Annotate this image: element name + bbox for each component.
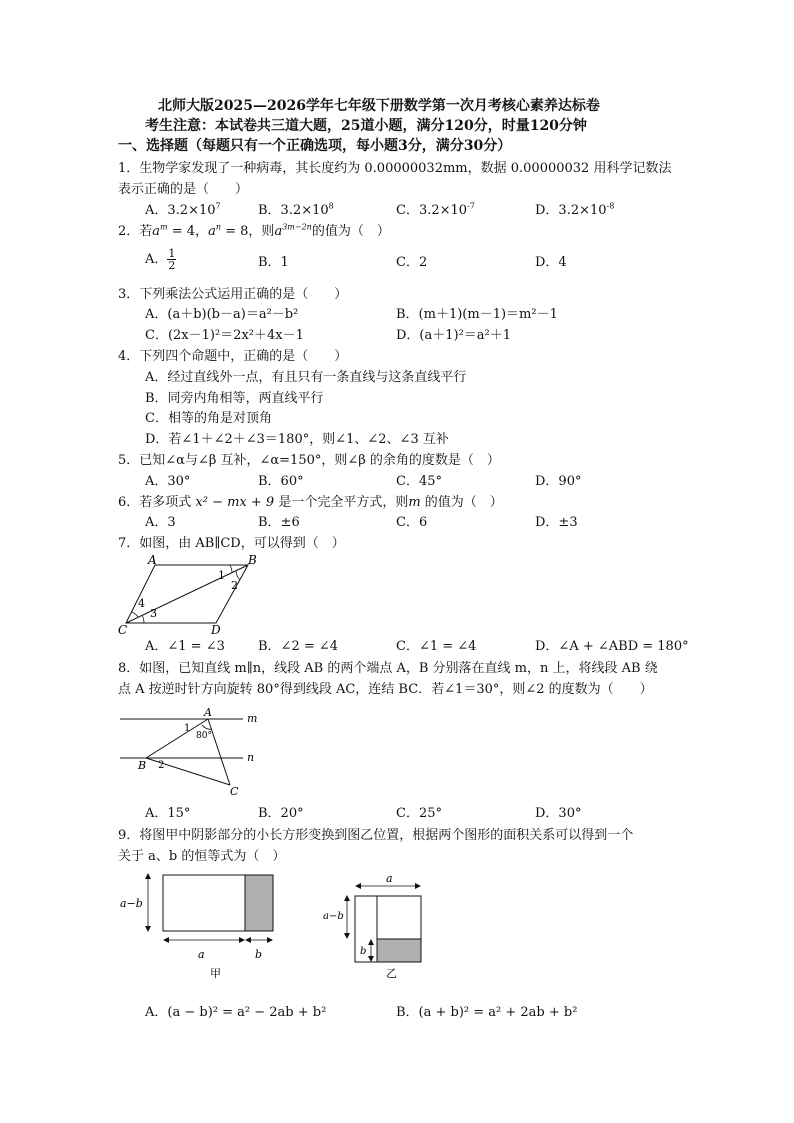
label-a: a	[386, 872, 393, 885]
question-7-option-c: C．∠1 = ∠4	[396, 639, 477, 654]
question-1-stem-line2: 表示正确的是（ ）	[118, 182, 249, 197]
question-2-option-a: A． $\frac{1}{2}$	[145, 247, 176, 272]
label-a: a	[198, 948, 205, 961]
question-4-option-d: D．若∠1＋∠2＋∠3＝180°，则∠1、∠2、∠3 互补	[145, 432, 449, 447]
label-n: n	[247, 751, 255, 764]
question-1-option-d: D．$3.2\times 10^{-8}$	[535, 201, 615, 218]
question-3-option-c: C．(2x－1)²＝2x²＋4x－1	[145, 328, 304, 343]
question-9-stem-line2: 关于 a、b 的恒等式为（ ）	[118, 849, 286, 864]
question-8-stem-line2: 点 A 按逆时针方向旋转 80°得到线段 AC，连结 BC．若∠1＝30°，则∠2 的度数为（ ）	[118, 682, 653, 697]
question-9-option-b: B．(a + b)² = a² + 2ab + b²	[396, 1005, 578, 1020]
diagonal-bc	[126, 565, 248, 623]
question-5-option-b: B．60°	[258, 474, 304, 489]
question-5-option-c: C．45°	[396, 474, 442, 489]
question-1-option-c: C．$3.2\times 10^{-7}$	[396, 201, 475, 218]
question-8-option-b: B．20°	[258, 806, 304, 821]
label-a: A	[204, 706, 212, 719]
question-4-option-b: B．同旁内角相等，两直线平行	[145, 391, 324, 406]
question-8-option-c: C．25°	[396, 806, 442, 821]
question-5-stem: 5．已知∠α与∠β 互补，∠α=150°，则∠β 的余角的度数是（ ）	[118, 453, 500, 468]
question-7-option-b: B．∠2 = ∠4	[258, 639, 339, 654]
page-title: 北师大版2025—2026学年七年级下册数学第一次月考核心素养达标卷	[158, 98, 600, 114]
question-5-option-d: D．90°	[535, 474, 582, 489]
question-7-figure	[118, 555, 268, 635]
question-4-option-a: A．经过直线外一点，有且只有一条直线与这条直线平行	[145, 370, 467, 385]
label-c: C	[230, 785, 239, 798]
question-3-stem: 3．下列乘法公式运用正确的是（ ）	[118, 287, 348, 302]
caption-yi: 乙	[386, 967, 397, 980]
label-a: A	[148, 553, 157, 567]
label-a-minus-b: a−b	[120, 897, 143, 910]
question-9-stem-line1: 9．将图甲中阴影部分的小长方形变换到图乙位置，根据两个图形的面积关系可以得到一个	[118, 828, 634, 843]
question-7-stem: 7．如图，由 AB∥CD，可以得到（ ）	[118, 536, 345, 551]
question-1-option-a: A．$3.2\times 10^7$	[145, 201, 221, 218]
question-3-option-d: D．(a＋1)²＝a²＋1	[396, 328, 512, 343]
question-3-option-b: B．(m＋1)(m－1)＝m²－1	[396, 307, 558, 322]
angle-arc-3	[142, 615, 144, 623]
question-9-figure-jia	[118, 872, 288, 982]
rect-shaded	[245, 875, 273, 931]
label-angle-80: 80°	[196, 731, 212, 741]
label-angle-1: 1	[184, 723, 191, 734]
question-7-option-a: A．∠1 = ∠3	[145, 639, 225, 654]
question-8-option-d: D．30°	[535, 806, 582, 821]
question-1-stem-line1: 1．生物学家发现了一种病毒，其长度约为 0.00000032mm，数据 0.00000032 用科学记数法	[118, 161, 672, 176]
label-angle-2: 2	[158, 760, 165, 771]
question-2-option-b: B．1	[258, 255, 289, 270]
question-2-option-d: D．4	[535, 255, 567, 270]
question-6-option-a: A．3	[145, 515, 176, 530]
question-2-stem: 2．若$a^m = 4$，$a^n = 8$，则$a^{3m-2n}$的值为（ ）	[118, 222, 390, 239]
label-m: m	[247, 712, 258, 725]
label-b: b	[360, 946, 367, 957]
caption-jia: 甲	[210, 967, 221, 980]
label-c: C	[118, 623, 128, 637]
question-4-stem: 4．下列四个命题中，正确的是（ ）	[118, 349, 348, 364]
question-3-option-a: A．(a＋b)(b－a)＝a²－b²	[145, 307, 299, 322]
label-angle-1: 1	[218, 569, 225, 582]
label-d: D	[211, 623, 221, 637]
question-8-figure	[118, 705, 268, 800]
label-a-minus-b: a−b	[323, 911, 344, 922]
label-b: B	[248, 553, 257, 567]
question-6-option-d: D．±3	[535, 515, 578, 530]
rect-shaded	[377, 939, 421, 962]
question-6-option-b: B．±6	[258, 515, 300, 530]
question-4-option-c: C．相等的角是对顶角	[145, 411, 272, 426]
angle-arc-1	[230, 565, 232, 573]
question-7-option-d: D．∠A + ∠ABD = 180°	[535, 639, 689, 654]
rect-large	[163, 875, 245, 931]
angle-arc-4	[132, 612, 138, 617]
question-8-option-a: A．15°	[145, 806, 191, 821]
question-9-figure-yi	[320, 872, 440, 982]
question-9-option-a: A．(a − b)² = a² − 2ab + b²	[145, 1005, 327, 1020]
question-5-option-a: A．30°	[145, 474, 191, 489]
question-8-stem-line1: 8．如图，已知直线 m∥n，线段 AB 的两个端点 A，B 分别落在直线 m，n 上，将线段 AB 绕	[118, 661, 658, 676]
question-2-option-c: C．2	[396, 255, 428, 270]
label-angle-3: 3	[150, 607, 157, 620]
exam-notice: 考生注意：本试卷共三道大题，25道小题，满分120分，时量120分钟	[145, 118, 587, 134]
rect-right	[377, 896, 421, 939]
question-6-stem: 6．若多项式 x² − mx + 9 是一个完全平方式，则m 的值为（ ）	[118, 495, 503, 510]
fraction-one-half: $\frac{1}{2}$	[168, 247, 176, 272]
label-b: B	[138, 759, 147, 772]
section-heading: 一、选择题（每题只有一个正确选项，每小题3分，满分30分）	[118, 138, 512, 154]
label-angle-4: 4	[138, 597, 145, 610]
question-1-option-b: B．$3.2\times 10^8$	[258, 201, 334, 218]
question-6-option-c: C．6	[396, 515, 428, 530]
label-b: b	[255, 948, 263, 961]
label-angle-2: 2	[231, 579, 238, 592]
